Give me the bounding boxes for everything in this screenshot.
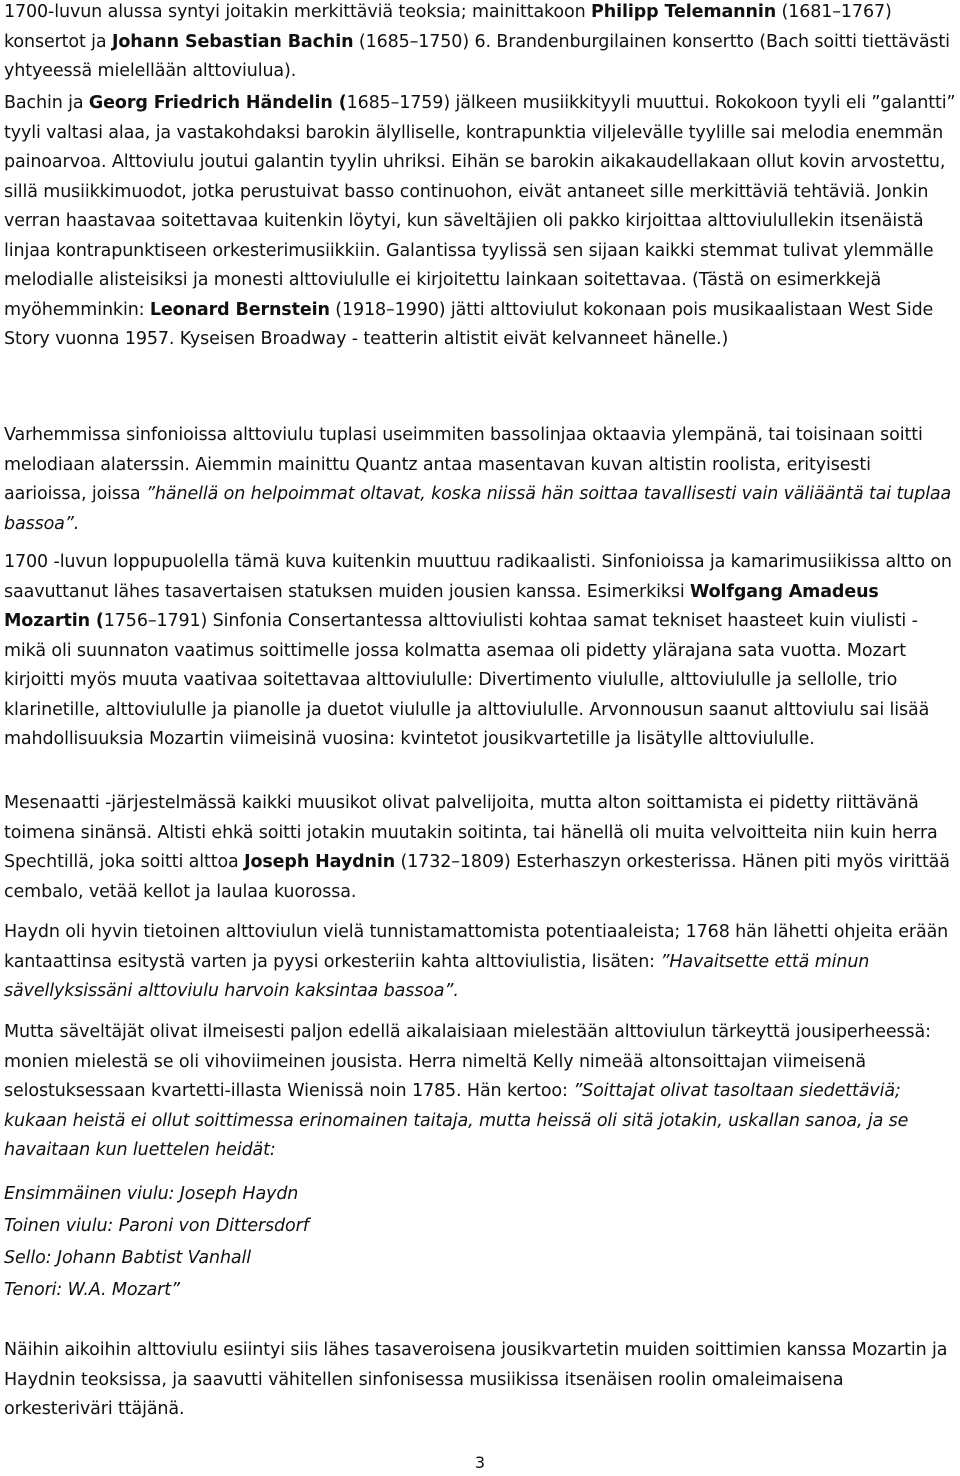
bold-name-mozart: Wolfgang Amadeus Mozartin ( [4, 581, 879, 631]
bold-name-bach: Johann Sebastian Bachin [111, 31, 354, 52]
paragraph-haydn-potential [4, 918, 956, 1007]
text-run: (1732–1809) Esterhaszyn orkesterissa. Hänen piti myös virittää cembalo, vetää kellot ja laulaa kuorossa. [4, 852, 950, 902]
text-run: (1681–1767) konsertot ja [4, 2, 892, 52]
text-run: Varhemmissa sinfonioissa alttoviulu tuplasi useimmiten bassolinjaa oktaavia ylempänä, tai toisinaan soitti melodiaan alaterssin. Aiemmin mainittu Quantz antaa masentavan kuvan altistin roolista, erityisesti aarioissa, joissa [4, 425, 923, 504]
roster-line: Sello: Johann Babtist Vanhall [4, 1248, 252, 1268]
text-run: Haydn oli hyvin tietoinen alttoviulun vielä tunnistamattomista potentiaaleista; 1768 hän lähetti ohjeita erään kantaattinsa esitystä varten ja pyysi orkesteriin kahta alttoviulistia, lisäten: [4, 922, 949, 972]
text-run: 1685–1759) jälkeen musiikkityyli muuttui. Rokokoon tyyli eli ”galantti” tyyli valtasi alaa, ja vastakohdaksi barokin älylliselle, kontrapunktia viljelevälle tyylille sai melodia enemmän painoarvoa. Alttoviulu joutui galantin tyylin uhriksi. Eihän se barokin aikakaudellakaan ollut kovin arvostettu, sillä musiikkimuodot, jotka perustuivat basso continuohon, eivät antaneet sille merkittäviä tehtäviä. Jonkin verran haastavaa soitettavaa kuitenkin löytyi, kun säveltäjien oli pakko kirjoittaa alttoviulullekin itsenäistä linjaa kontrapunktiseen orkesterimusiikkiin. Galantissa tyylissä sen sijaan kaikki stemmat tulivat ylemmälle melodialle alisteisiksi ja monesti alttoviululle ei kirjoitettu lainkaan soitettavaa. (Tästä on esimerkkejä myöhemminkin: [4, 93, 956, 320]
italic-quote-haydn: ”Havaitsette että minun sävellyksissäni alttoviulu harvoin kaksintaa bassoa”. [4, 951, 870, 1001]
bold-name-bernstein: Leonard Bernstein [149, 299, 330, 320]
bold-name-haydn: Joseph Haydnin [244, 852, 396, 872]
text-run: (1918–1990) jätti alttoviulut kokonaan pois musikaalistaan West Side Story vuonna 1957. Kyseisen Broadway - teatterin altistit eivät kelvanneet hänelle.) [4, 299, 934, 349]
paragraph-patronage [4, 789, 956, 907]
text-run: Mutta säveltäjät olivat ilmeisesti paljon edellä aikalaisiaan mielestään alttoviulun tärkeyttä jousiperheessä: monien mielestä se oli vihoviimeinen jousista. Herra nimeltä Kelly nimeää altonsoittajan viimeisenä selostuksessaan kvartetti-illasta Wienissä noin 1785. Hän kertoo: [4, 1022, 931, 1101]
roster-line: Ensimmäinen viulu: Joseph Haydn [4, 1184, 299, 1204]
bold-name-telemann: Philipp Telemannin [591, 2, 777, 22]
paragraph-early-symphonies [4, 421, 956, 539]
bold-name-handel: Georg Friedrich Händelin ( [88, 93, 347, 113]
paragraph-kelly [4, 1018, 956, 1166]
roster-line: Toinen viulu: Paroni von Dittersdorf [4, 1216, 309, 1236]
text-run: 1700 -luvun loppupuolella tämä kuva kuitenkin muuttuu radikaalisti. Sinfonioissa ja kamarimusiikissa altto on saavuttanut lähes tasavertaisen statuksen muiden jousien kanssa. Esimerkiksi [4, 552, 952, 602]
paragraph-handel-galant [4, 89, 956, 355]
quartet-roster [4, 1178, 956, 1306]
text-run: (1685–1750) 6. Brandenburgilainen konsertto (Bach soitti tiettävästi yhtyeessä mielellään alttoviulua). [4, 31, 950, 81]
page-number: 3 [474, 1453, 486, 1472]
text-run: 1756–1791) Sinfonia Consertantessa alttoviulisti kohtaa samat tekniset haasteet kuin viulisti - mikä oli suunnaton vaatimus soittimelle jossa kolmatta asemaa oli pidetty ylärajana sata vuotta. Mozart kirjoitti myös muuta vaativaa soitettavaa alttoviululle: Divertimento viululle, alttoviululle ja sellolle, trio klarinetille, alttoviululle ja pianolle ja duetot viululle ja alttoviululle. Arvonnousun saanut alttoviulu sai lisää mahdollisuuksia Mozartin viimeisinä vuosina: kvintetot jousikvartetille ja lisätylle alttoviululle. [4, 611, 930, 749]
italic-quote-kelly: ”Soittajat olivat tasoltaan siedettäviä; kukaan heistä ei ollut soittimessa erinomainen taitaja, mutta heissä oli sitä jotakin, uskallan sanoa, ja se havaitaan kun luettelen heidät: [4, 1081, 909, 1160]
text-run: 1700-luvun alussa syntyi joitakin merkittäviä teoksia; mainittakoon [4, 2, 592, 22]
paragraph-telemann-bach [4, 0, 956, 87]
paragraph-mozart [4, 548, 956, 755]
text-run: Mesenaatti -järjestelmässä kaikki muusikot olivat palvelijoita, mutta alton soittamista ei pidetty riittävänä toimena sinänsä. Altisti ehkä soitti jotakin muutakin soitinta, tai hänellä oli muita velvoitteita niin kuin herra Spechtillä, joka soitti alttoa [4, 793, 938, 872]
paragraph-conclusion [4, 1336, 956, 1425]
text-run: Bachin ja [4, 93, 89, 113]
text-run: Näihin aikoihin alttoviulu esiintyi siis lähes tasaveroisena jousikvartetin muiden soittimien kanssa Mozartin ja Haydnin teoksissa, ja saavutti vähitellen sinfonisessa musiikissa itsenäisen roolin omaleimaisena orkesteriväri ttäjänä. [4, 1340, 948, 1419]
roster-line: Tenori: W.A. Mozart” [4, 1280, 180, 1300]
italic-quote-quantz: ”hänellä on helpoimmat oltavat, koska niissä hän soittaa tavallisesti vain väliääntä tai tuplaa bassoa”. [4, 484, 952, 534]
